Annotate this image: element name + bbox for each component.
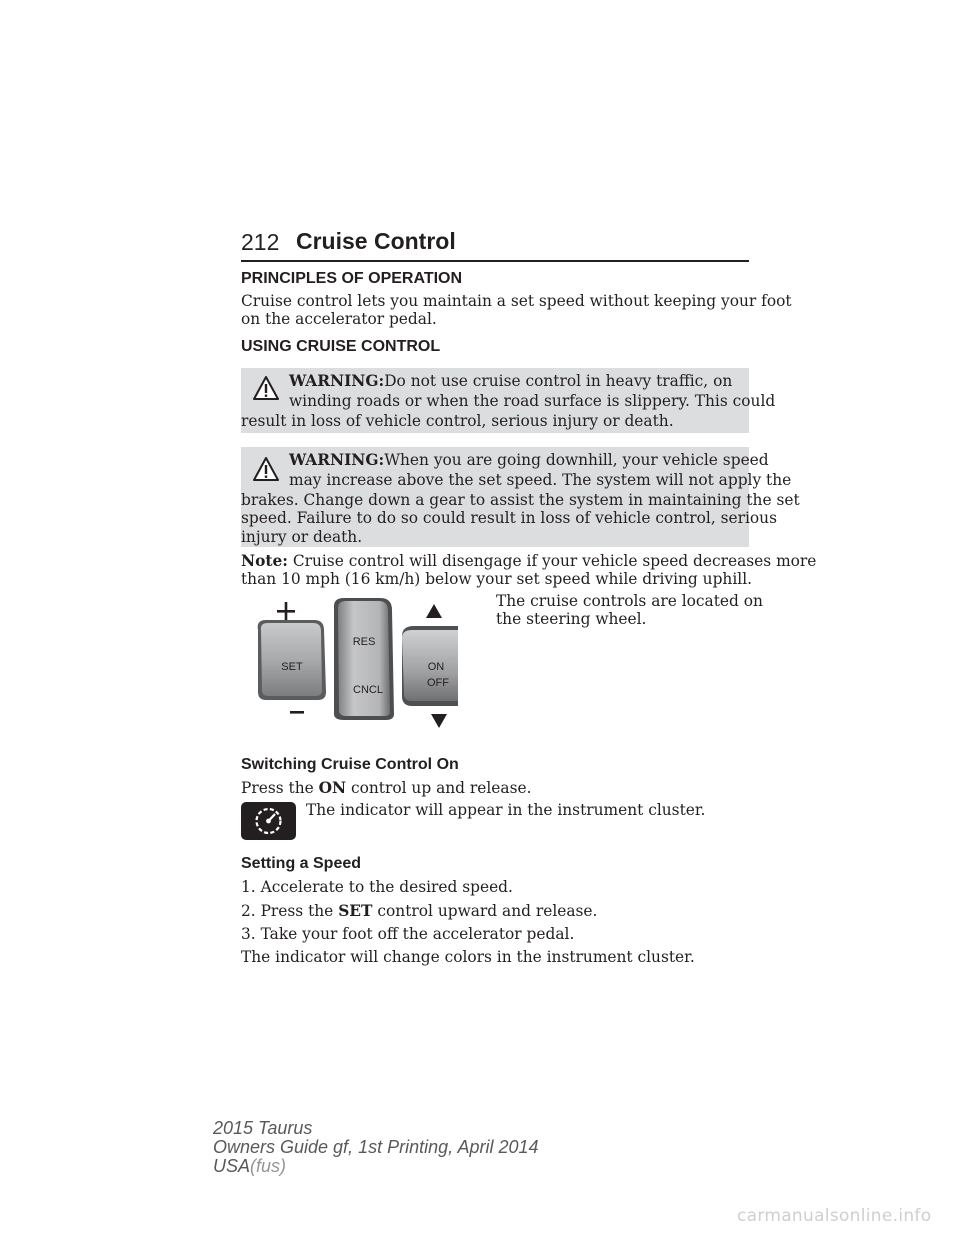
down-arrow-icon	[431, 714, 447, 728]
step-2-prefix: 2. Press the	[241, 902, 339, 920]
principles-line-1: Cruise control lets you maintain a set speed without keeping your foot	[241, 292, 792, 310]
warning-2-text-1: When you are going downhill, your vehicle speed	[384, 451, 769, 469]
controls-location-paragraph	[496, 592, 763, 628]
section-heading-switching: Switching Cruise Control On	[241, 756, 459, 773]
footer-line-3	[213, 1157, 539, 1176]
set-label: SET	[281, 661, 303, 673]
section-heading-using: USING CRUISE CONTROL	[241, 338, 441, 355]
warning-2-line-2: may increase above the set speed. The system will not apply the	[289, 471, 792, 489]
section-heading-principles: PRINCIPLES OF OPERATION	[241, 270, 463, 287]
press-on-line	[241, 779, 531, 797]
warning-2-line-1	[289, 450, 769, 470]
cruise-controls-figure	[248, 596, 458, 730]
warning-box-1	[241, 368, 776, 433]
warning-1-line-2: winding roads or when the road surface is slippery. This could	[289, 392, 776, 410]
controls-line-2: the steering wheel.	[496, 610, 647, 628]
on-off-button	[402, 626, 458, 706]
on-label: ON	[427, 661, 445, 673]
footer-line-2: Owners Guide gf, 1st Printing, April 2014	[213, 1137, 539, 1157]
footer-region: USA	[213, 1156, 251, 1176]
closing-text: The indicator will change colors in the instrument cluster.	[241, 948, 695, 966]
step-3: 3. Take your foot off the accelerator pedal.	[241, 925, 575, 943]
footer	[213, 1119, 539, 1176]
warning-box-2	[241, 447, 800, 547]
header-divider	[241, 260, 749, 262]
controls-line-1: The cruise controls are located on	[496, 592, 763, 610]
warning-2-line-4: speed. Failure to do so could result in loss of vehicle control, serious	[241, 509, 777, 527]
warning-triangle-icon	[253, 376, 279, 400]
press-on-bold: ON	[318, 779, 347, 797]
warning-2-label: WARNING:	[289, 451, 385, 469]
chapter-title: Cruise Control	[296, 228, 456, 254]
step-2-suffix: control upward and release.	[372, 902, 598, 920]
warning-2-line-5: injury or death.	[241, 528, 363, 546]
page-number: 212	[241, 229, 280, 255]
note-line-2: than 10 mph (16 km/h) below your set speed while driving uphill.	[241, 570, 753, 588]
off-label: OFF	[427, 677, 449, 689]
res-label: RES	[352, 636, 376, 648]
note-line-1	[241, 552, 816, 570]
warning-2-line-3: brakes. Change down a gear to assist the system in maintaining the set	[241, 491, 800, 509]
step-2	[241, 902, 597, 920]
warning-1-label: WARNING:	[289, 372, 385, 390]
step-2-bold: SET	[338, 902, 373, 920]
press-on-prefix: Press the	[241, 779, 319, 797]
principles-line-2: on the accelerator pedal.	[241, 310, 437, 328]
note-label: Note:	[241, 552, 288, 570]
principles-paragraph	[241, 292, 792, 328]
warning-1-line-3: result in loss of vehicle control, serious injury or death.	[241, 412, 674, 430]
indicator-appear-text: The indicator will appear in the instrument cluster.	[306, 801, 706, 819]
cruise-indicator-icon	[241, 802, 296, 840]
minus-icon	[290, 711, 304, 714]
res-cncl-button	[334, 598, 394, 720]
footer-line-1: 2015 Taurus	[213, 1118, 313, 1138]
up-arrow-icon	[426, 604, 442, 618]
step-1: 1. Accelerate to the desired speed.	[241, 878, 513, 896]
cncl-label: CNCL	[353, 684, 383, 696]
watermark: carmanualsonline.info	[737, 1206, 932, 1226]
section-heading-setting: Setting a Speed	[241, 855, 362, 872]
warning-1-text-1: Do not use cruise control in heavy traffic, on	[384, 372, 733, 390]
note-text-1: Cruise control will disengage if your vehicle speed decreases more	[292, 552, 817, 570]
press-on-suffix: control up and release.	[346, 779, 532, 797]
set-button	[258, 620, 326, 700]
footer-code: (fus)	[250, 1156, 287, 1176]
warning-1-line-1	[289, 371, 732, 391]
note-paragraph	[241, 552, 816, 588]
plus-icon	[277, 602, 295, 620]
warning-triangle-icon	[253, 457, 279, 481]
